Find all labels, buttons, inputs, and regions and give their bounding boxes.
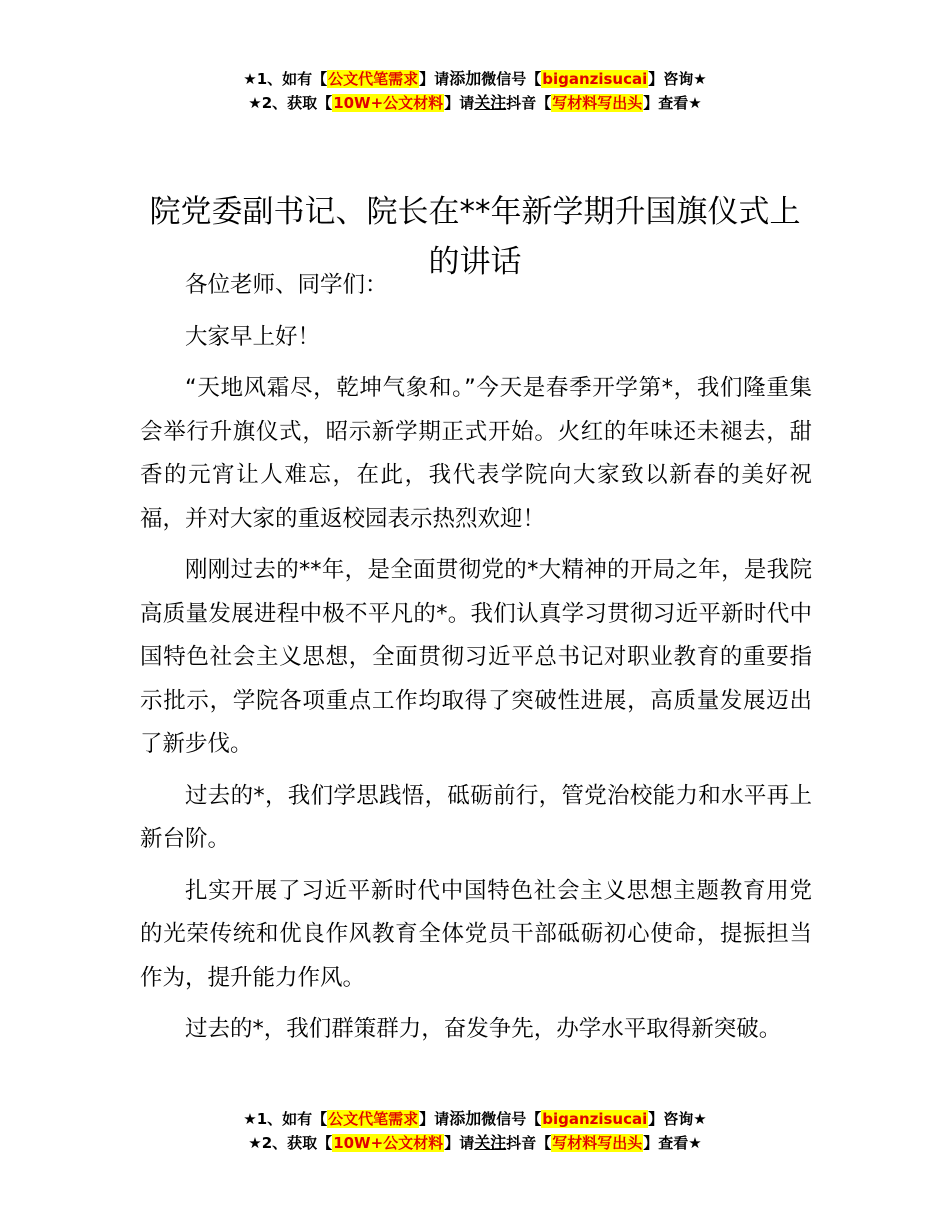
footer-banner — [0, 1107, 950, 1155]
paragraph: 过去的*，我们学思践悟，砥砺前行，管党治校能力和水平再上新台阶。 — [140, 782, 812, 852]
document-title: 院党委副书记、院长在**年新学期升国旗仪式上的讲话 — [149, 193, 801, 280]
banner-text: ★1、如有【 — [243, 1110, 328, 1128]
banner-highlight: 公文代笔需求 — [328, 70, 419, 88]
banner-text: 】请 — [419, 1110, 450, 1128]
banner-highlight: 公文代笔需求 — [328, 1110, 419, 1128]
banner-text: 抖音【 — [506, 1134, 552, 1152]
paragraph: 刚刚过去的**年，是全面贯彻党的*大精神的开局之年，是我院高质量发展进程中极不平凡的*。我们认真学习贯彻习近平新时代中国特色社会主义思想，全面贯彻习近平总书记对职业教育的重要指示批示，学院各项重点工作均取得了突破性进展，高质量发展迈出了新步伐。 — [140, 557, 812, 757]
banner-text: ★2、获取【 — [248, 94, 333, 112]
paragraph: 扎实开展了习近平新时代中国特色社会主义思想主题教育用党的光荣传统和优良作风教育全体党员干部砥砺初心使命，提振担当作为，提升能力作风。 — [140, 877, 812, 991]
banner-text: 】请 — [419, 70, 450, 88]
banner-highlight: 10W+公文材料 — [333, 94, 444, 112]
banner-line-1 — [0, 1107, 950, 1131]
paragraph: “天地风霜尽，乾坤气象和。”今天是春季开学第*，我们隆重集会举行升旗仪式，昭示新学期正式开始。火红的年味还未褪去，甜香的元宵让人难忘，在此，我代表学院向大家致以新春的美好祝福，并对大家的重返校园表示热烈欢迎！ — [140, 375, 812, 532]
banner-emphasis: 添加 — [449, 1109, 482, 1128]
banner-text: 】查看★ — [643, 1134, 702, 1152]
banner-text: ★2、获取【 — [248, 1134, 333, 1152]
banner-douyin-id: 写材料写出头 — [552, 94, 643, 112]
banner-text: ★1、如有【 — [243, 70, 328, 88]
banner-text: 】咨询★ — [648, 70, 707, 88]
banner-text: 微信号【 — [481, 70, 542, 88]
banner-text: 】咨询★ — [648, 1110, 707, 1128]
banner-text: 抖音【 — [506, 94, 552, 112]
banner-line-2 — [0, 91, 950, 115]
banner-emphasis: 关注 — [474, 1133, 507, 1152]
paragraph: 过去的*，我们群策群力，奋发争先，办学水平取得新突破。 — [185, 1016, 782, 1042]
banner-text: 】查看★ — [643, 94, 702, 112]
banner-highlight: 10W+公文材料 — [333, 1134, 444, 1152]
banner-line-2 — [0, 1131, 950, 1155]
banner-text: 】请 — [444, 94, 475, 112]
banner-wechat-id: biganzisucai — [542, 1110, 648, 1128]
header-banner — [0, 67, 950, 115]
banner-emphasis: 关注 — [474, 93, 507, 112]
greeting: 大家早上好！ — [185, 323, 321, 350]
document-body — [140, 264, 812, 1060]
banner-douyin-id: 写材料写出头 — [552, 1134, 643, 1152]
banner-text: 微信号【 — [481, 1110, 542, 1128]
banner-wechat-id: biganzisucai — [542, 70, 648, 88]
banner-emphasis: 添加 — [449, 69, 482, 88]
banner-text: 】请 — [444, 1134, 475, 1152]
banner-line-1 — [0, 67, 950, 91]
salutation: 各位老师、同学们： — [185, 272, 388, 298]
